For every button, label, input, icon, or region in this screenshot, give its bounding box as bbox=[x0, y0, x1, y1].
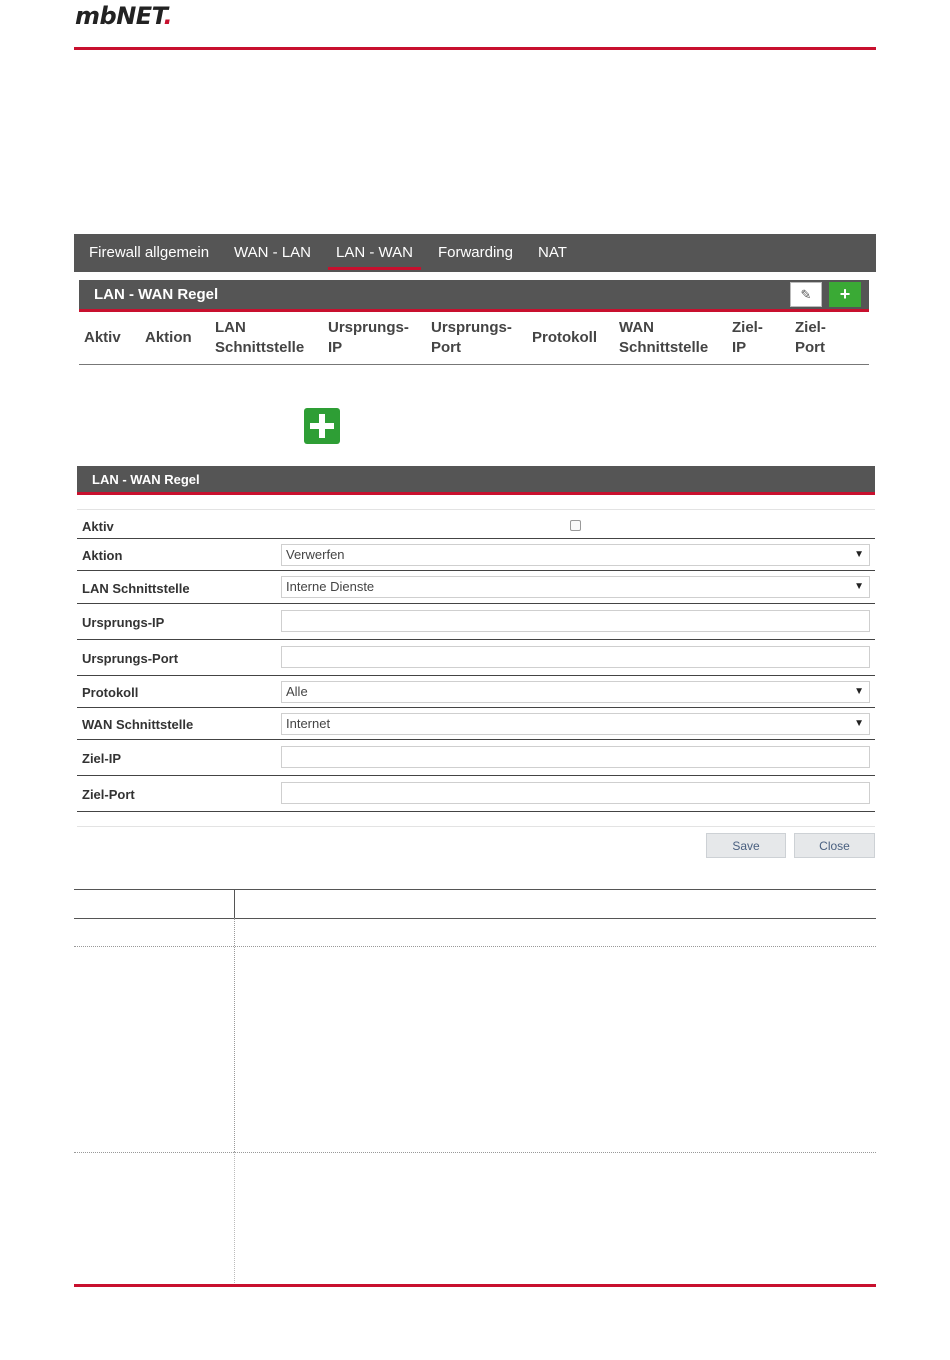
plus-icon: + bbox=[839, 284, 851, 304]
rule-list-header bbox=[79, 280, 869, 312]
form-row-lan-schnittstelle bbox=[77, 571, 875, 604]
table-column-divider bbox=[234, 889, 235, 918]
column-header-lan-schnittstelle: LAN Schnittstelle bbox=[215, 319, 305, 356]
dropdown-arrow-icon: ▼ bbox=[854, 718, 864, 729]
mbnet-logo: mbNET. bbox=[75, 2, 173, 30]
table-row-divider bbox=[74, 1152, 876, 1153]
header-rule bbox=[74, 47, 876, 50]
form-row-wan-schnittstelle bbox=[77, 708, 875, 740]
column-header-wan-schnittstelle: WAN Schnittstelle bbox=[619, 319, 709, 356]
edit-rule-button[interactable] bbox=[790, 282, 822, 307]
dropdown-arrow-icon: ▼ bbox=[854, 686, 864, 697]
ziel-ip-input[interactable] bbox=[281, 746, 870, 768]
protokoll-label: Protokoll bbox=[82, 685, 139, 700]
add-rule-button[interactable] bbox=[829, 282, 861, 307]
ziel-ip-label: Ziel-IP bbox=[82, 751, 122, 766]
table-top-rule bbox=[74, 889, 876, 890]
table-column-divider bbox=[234, 1152, 235, 1287]
firewall-tab-bar bbox=[74, 234, 876, 272]
tab-wan-lan[interactable]: WAN - LAN bbox=[234, 244, 311, 261]
edit-icon: ✎ bbox=[800, 286, 812, 302]
rule-form-title: LAN - WAN Regel bbox=[92, 471, 200, 487]
form-row-protokoll bbox=[77, 676, 875, 708]
form-row-aktion bbox=[77, 539, 875, 571]
rule-list-title: LAN - WAN Regel bbox=[94, 286, 219, 303]
rule-form-header bbox=[77, 466, 875, 495]
aktion-label: Aktion bbox=[82, 548, 123, 563]
ziel-port-input[interactable] bbox=[281, 782, 870, 804]
aktiv-label: Aktiv bbox=[82, 519, 114, 534]
dropdown-arrow-icon: ▼ bbox=[854, 581, 864, 592]
save-button[interactable]: Save bbox=[706, 833, 786, 858]
form-row-ziel-port bbox=[77, 776, 875, 812]
ursprungs-port-label: Ursprungs-Port bbox=[82, 651, 179, 666]
footer-rule bbox=[74, 1284, 876, 1287]
table-header-divider bbox=[74, 918, 876, 919]
table-header-rule bbox=[79, 364, 869, 365]
tab-lan-wan[interactable]: LAN - WAN bbox=[336, 234, 413, 272]
aktion-select[interactable]: Verwerfen ▼ bbox=[281, 544, 870, 566]
column-header-protokoll: Protokoll bbox=[532, 329, 598, 346]
protokoll-select[interactable]: Alle ▼ bbox=[281, 681, 870, 703]
column-header-ursprungs-ip: Ursprungs- IP bbox=[328, 319, 409, 356]
tab-nat[interactable]: NAT bbox=[537, 244, 567, 261]
table-column-divider bbox=[234, 918, 235, 1152]
lan-schnittstelle-label: LAN Schnittstelle bbox=[82, 581, 190, 596]
column-header-ursprungs-port: Ursprungs- Port bbox=[431, 319, 512, 356]
column-header-aktiv: Aktiv bbox=[84, 329, 121, 346]
form-row-aktiv bbox=[77, 510, 875, 539]
ursprungs-ip-input[interactable] bbox=[281, 610, 870, 632]
form-row-ziel-ip bbox=[77, 740, 875, 776]
lan-schnittstelle-select[interactable]: Interne Dienste ▼ bbox=[281, 576, 870, 598]
form-bottom-divider bbox=[77, 826, 875, 827]
close-button[interactable]: Close bbox=[794, 833, 875, 858]
table-row-divider bbox=[74, 946, 876, 947]
plus-icon[interactable] bbox=[304, 408, 340, 444]
tab-forwarding[interactable]: Forwarding bbox=[437, 244, 513, 261]
form-row-ursprungs-ip bbox=[77, 604, 875, 640]
tab-firewall-allgemein[interactable]: Firewall allgemein bbox=[89, 244, 210, 261]
dropdown-arrow-icon: ▼ bbox=[854, 549, 864, 560]
ursprungs-ip-label: Ursprungs-IP bbox=[82, 615, 165, 630]
ursprungs-port-input[interactable] bbox=[281, 646, 870, 668]
form-row-ursprungs-port bbox=[77, 640, 875, 676]
column-header-ziel-ip: Ziel- IP bbox=[732, 319, 763, 356]
aktiv-checkbox[interactable] bbox=[570, 520, 581, 531]
wan-schnittstelle-select[interactable]: Internet ▼ bbox=[281, 713, 870, 735]
wan-schnittstelle-label: WAN Schnittstelle bbox=[82, 717, 194, 732]
ziel-port-label: Ziel-Port bbox=[82, 787, 135, 802]
column-header-ziel-port: Ziel- Port bbox=[795, 319, 826, 356]
column-header-aktion: Aktion bbox=[145, 329, 192, 346]
